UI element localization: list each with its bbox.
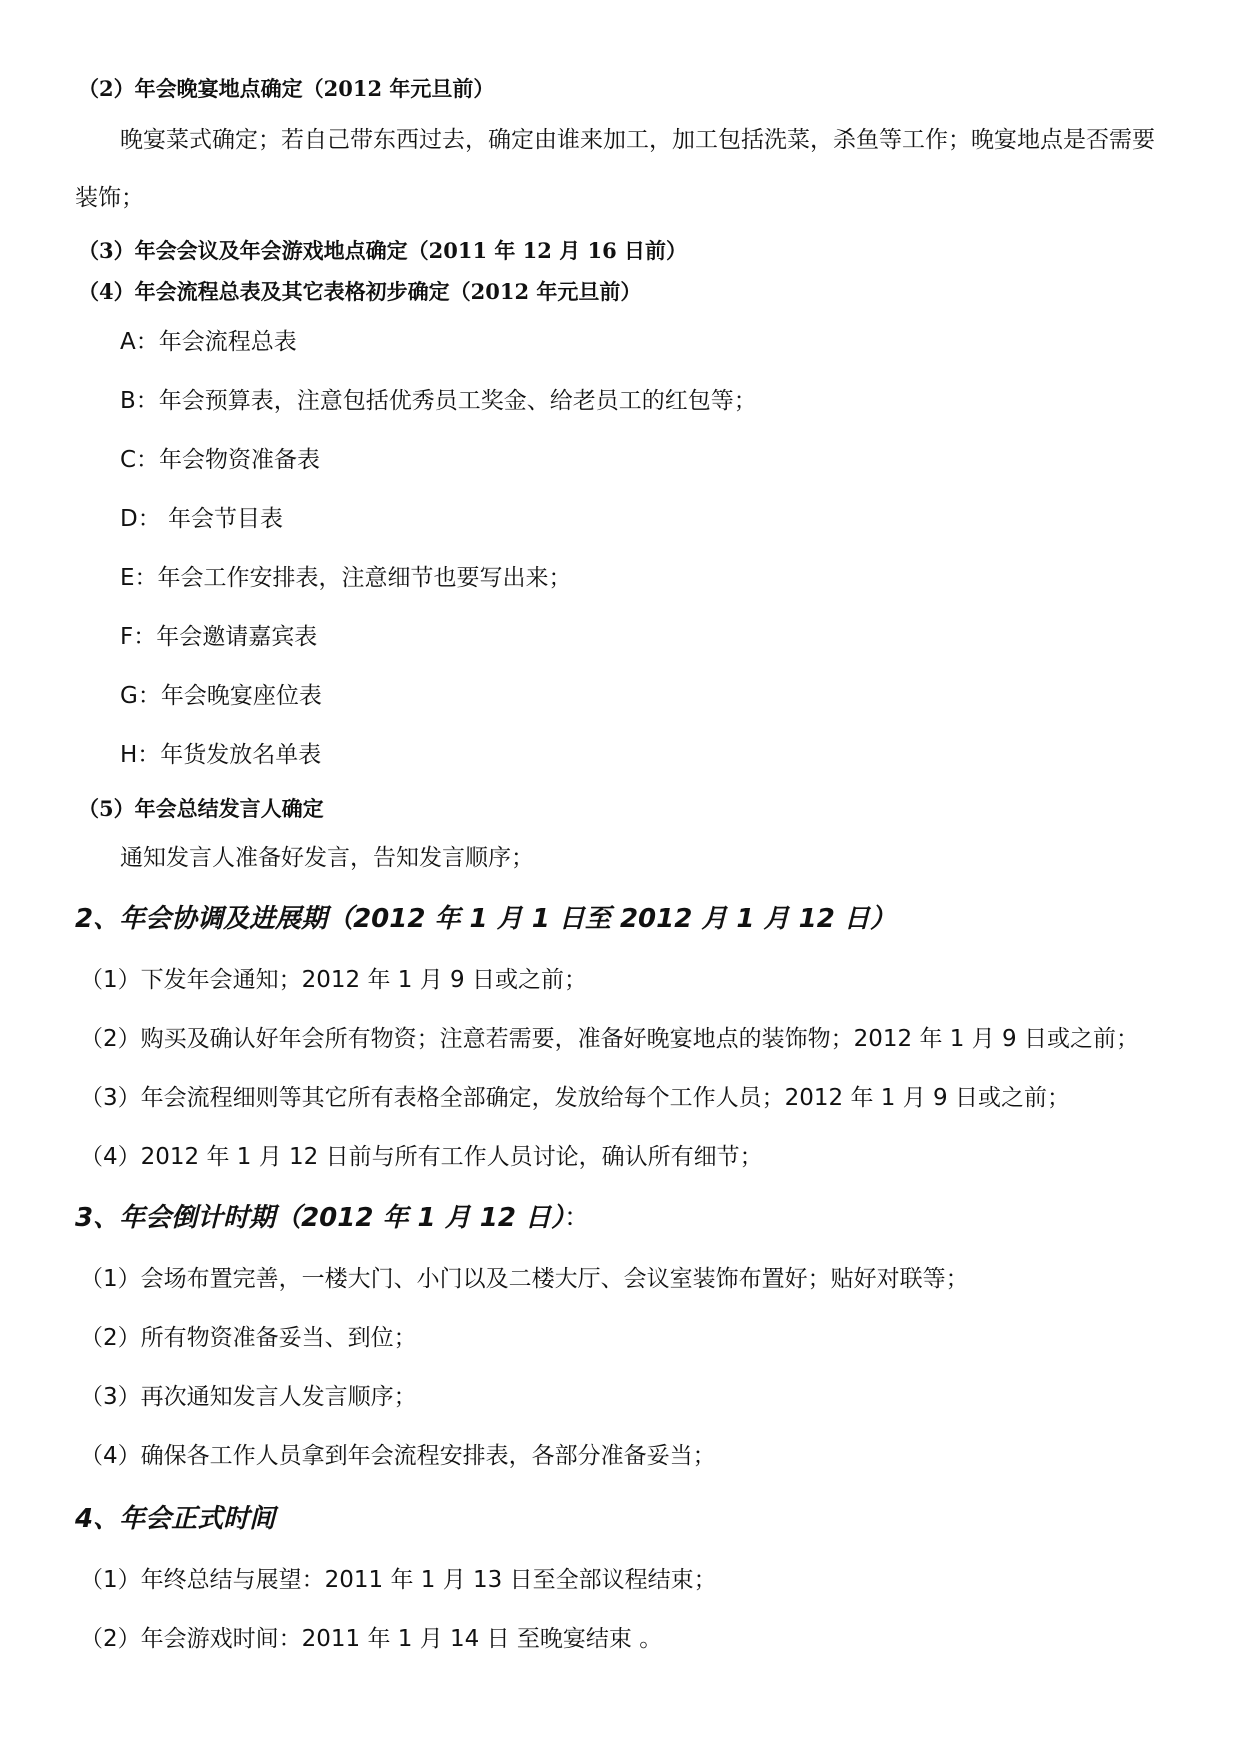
table-list-item: H：年货发放名单表 bbox=[120, 742, 322, 768]
item2-detail-line2: 装饰； bbox=[75, 185, 144, 211]
item4-heading: （4）年会流程总表及其它表格初步确定（2012 年元旦前） bbox=[78, 279, 642, 304]
table-list-item: B：年会预算表，注意包括优秀员工奖金、给老员工的红包等； bbox=[120, 388, 757, 414]
section3-item: （4）确保各工作人员拿到年会流程安排表，各部分准备妥当； bbox=[80, 1443, 716, 1469]
section4-heading: 4、年会正式时间 bbox=[75, 1504, 276, 1534]
section2-item: （3）年会流程细则等其它所有表格全部确定，发放给每个工作人员；2012 年 1 月 9 日或之前； bbox=[80, 1085, 1070, 1111]
section3-heading bbox=[75, 1205, 590, 1231]
section2-heading: 2、年会协调及进展期（2012 年 1 月 1 日至 2012 月 1 月 12 日） bbox=[75, 904, 896, 934]
item3-heading: （3）年会会议及年会游戏地点确定（2011 年 12 月 16 日前） bbox=[78, 238, 688, 263]
section3-item: （1）会场布置完善，一楼大门、小门以及二楼大厅、会议室装饰布置好；贴好对联等； bbox=[80, 1266, 969, 1292]
item2-detail-line1: 晚宴菜式确定；若自己带东西过去，确定由谁来加工，加工包括洗菜，杀鱼等工作；晚宴地点是否需要 bbox=[120, 127, 1155, 153]
item5-heading: （5）年会总结发言人确定 bbox=[78, 796, 324, 821]
section4-item: （2）年会游戏时间：2011 年 1 月 14 日 至晚宴结束 。 bbox=[80, 1626, 663, 1652]
section2-item: （1）下发年会通知；2012 年 1 月 9 日或之前； bbox=[80, 967, 587, 993]
table-list-item: E：年会工作安排表，注意细节也要写出来； bbox=[120, 565, 572, 591]
section4-item: （1）年终总结与展望：2011 年 1 月 13 日至全部议程结束； bbox=[80, 1567, 717, 1593]
section3-heading-text: 3、年会倒计时期（2012 年 1 月 12 日） bbox=[75, 1203, 564, 1233]
section3-heading-colon: ： bbox=[564, 1203, 591, 1233]
table-list-item: F：年会邀请嘉宾表 bbox=[120, 624, 318, 650]
item2-heading: （2）年会晚宴地点确定（2012 年元旦前） bbox=[78, 76, 495, 101]
section3-item: （2）所有物资准备妥当、到位； bbox=[80, 1325, 417, 1351]
table-list-item: D： 年会节目表 bbox=[120, 506, 284, 532]
section2-item: （2）购买及确认好年会所有物资；注意若需要，准备好晚宴地点的装饰物；2012 年 1 月 9 日或之前； bbox=[80, 1026, 1139, 1052]
section3-item: （3）再次通知发言人发言顺序； bbox=[80, 1384, 417, 1410]
table-list-item: C：年会物资准备表 bbox=[120, 447, 321, 473]
section2-item: （4）2012 年 1 月 12 日前与所有工作人员讨论，确认所有细节； bbox=[80, 1144, 763, 1170]
table-list-item: A：年会流程总表 bbox=[120, 329, 297, 355]
table-list-item: G：年会晚宴座位表 bbox=[120, 683, 322, 709]
item5-detail: 通知发言人准备好发言，告知发言顺序； bbox=[120, 845, 534, 871]
